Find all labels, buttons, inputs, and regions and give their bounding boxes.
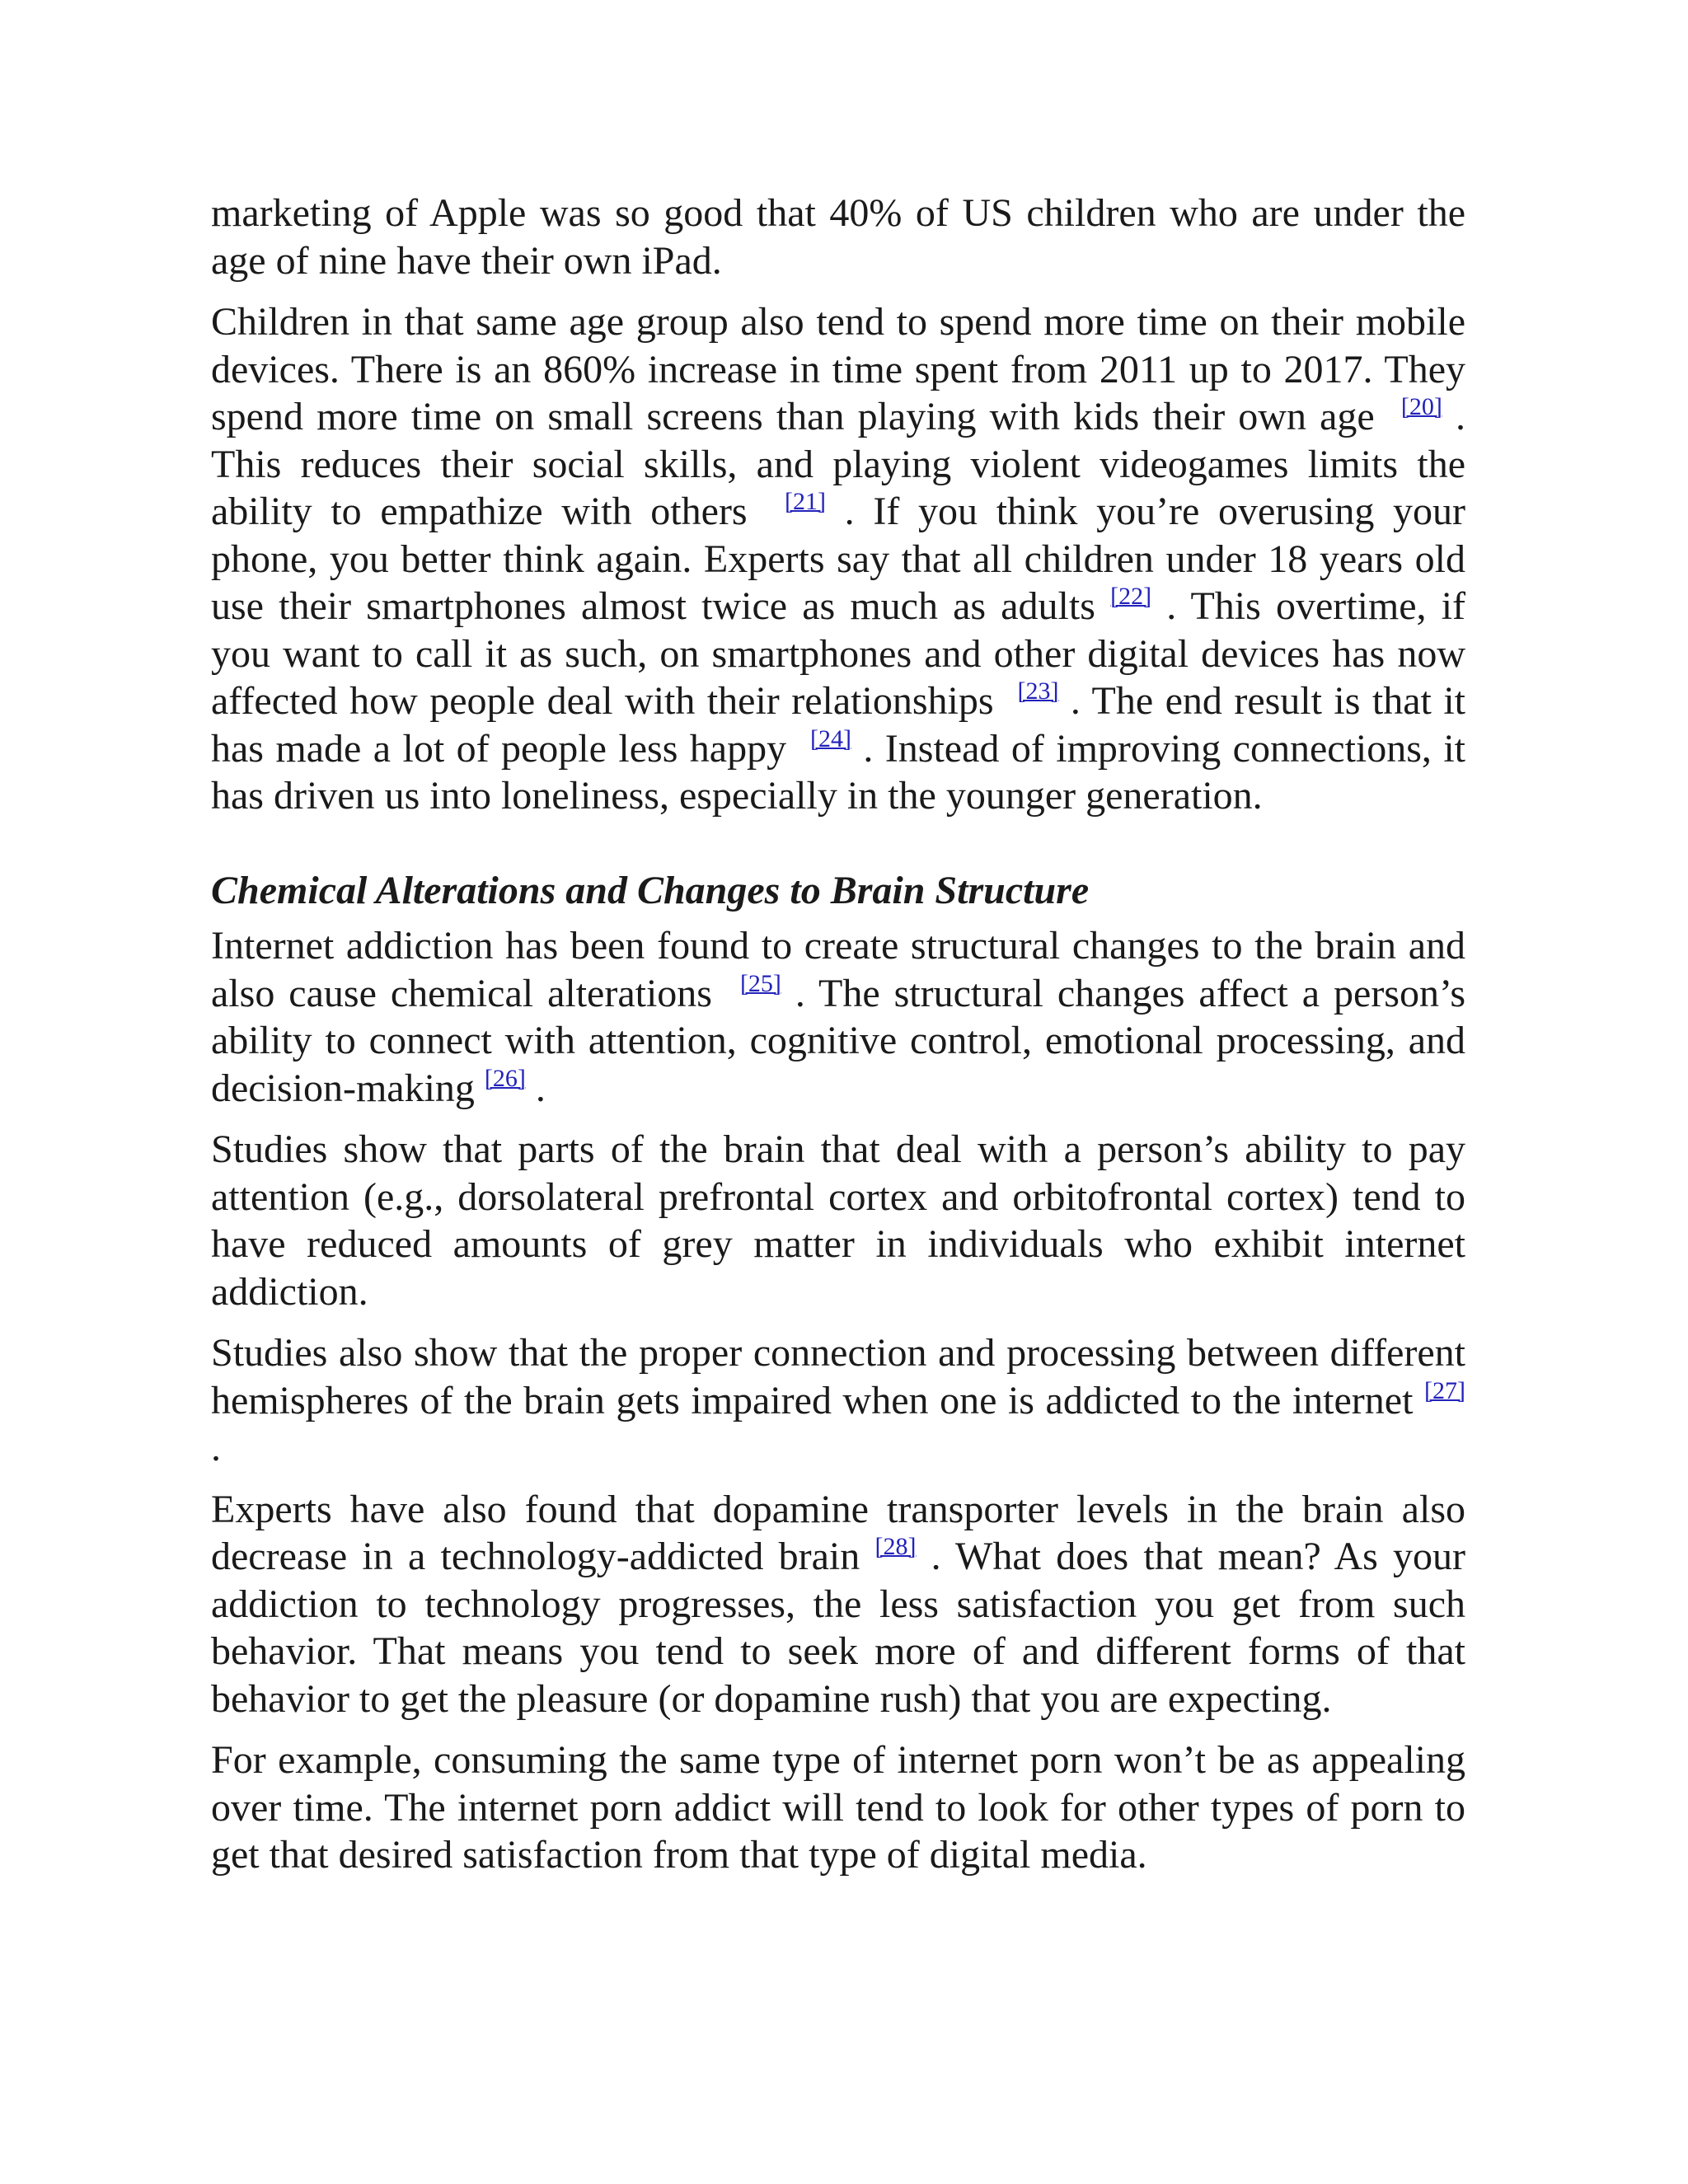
citation-link-21[interactable]: [21] <box>785 488 826 515</box>
paragraph-text: Studies show that parts of the brain that deal with a person’s ability to pay attention (e.g., dorsolateral prefrontal cortex and orbitofrontal cortex) tend to have reduced amounts of grey matter in individuals who exhibit internet addiction. <box>211 1127 1465 1314</box>
citation-link-22[interactable]: [22] <box>1110 583 1152 610</box>
paragraph-apple-marketing <box>211 190 1465 284</box>
citation-link-28[interactable]: [28] <box>874 1533 917 1560</box>
paragraph-text: . This reduces their social skills, and playing violent videogames limits the ability to empathize with others <box>211 395 1465 533</box>
document-page <box>211 190 1465 1893</box>
citation-link-26[interactable]: [26] <box>484 1064 526 1092</box>
paragraph-example <box>211 1736 1465 1879</box>
paragraph-hemispheres <box>211 1329 1465 1472</box>
citation-link-20[interactable]: [20] <box>1400 393 1442 420</box>
paragraph-structural-changes <box>211 922 1465 1112</box>
citation-link-24[interactable]: [24] <box>809 724 851 752</box>
paragraph-text: Experts have also found that dopamine transporter levels in the brain also decrease in a technology-addicted brain <box>211 1487 1465 1578</box>
paragraph-text: . Instead of improving connections, it has driven us into loneliness, especially in the younger generation. <box>211 726 1466 818</box>
paragraph-text: . <box>525 1066 546 1110</box>
paragraph-text: Internet addiction has been found to create structural changes to the brain and also cause chemical alterations <box>211 924 1465 1015</box>
paragraph-grey-matter <box>211 1126 1465 1315</box>
citation-link-27[interactable]: [27] <box>1424 1376 1465 1404</box>
paragraph-text: . The structural changes affect a person’s ability to connect with attention, cognitive control, emotional processing, and decision-making <box>211 971 1465 1110</box>
paragraph-text: . This overtime, if you want to call it as such, on smartphones and other digital devices has now affected how people deal with their relationships <box>211 584 1466 723</box>
citation-link-23[interactable]: [23] <box>1017 677 1059 705</box>
citation-link-25[interactable]: [25] <box>739 969 781 997</box>
paragraph-text: . The end result is that it has made a lot of people less happy <box>211 679 1466 771</box>
paragraph-text: Studies also show that the proper connection and processing between different hemispheres of the brain gets impaired when one is addicted to the internet <box>211 1331 1465 1422</box>
paragraph-text: . <box>211 1426 221 1469</box>
section-heading: Chemical Alterations and Changes to Brain Structure <box>211 868 1090 912</box>
paragraph-text: . What does that mean? As your addiction to technology progresses, the less satisfaction you get from such behavior. That means you tend to seek more of and different forms of that behavior to get the pleasure (or dopamine rush) that you are expecting. <box>211 1535 1466 1721</box>
paragraph-mobile-usage <box>211 298 1465 820</box>
paragraph-text: For example, consuming the same type of internet porn won’t be as appealing over time. The internet porn addict will tend to look for other types of porn to get that desired satisfaction from that type of digital media. <box>211 1738 1465 1877</box>
paragraph-text: Children in that same age group also tend to spend more time on their mobile devices. There is an 860% increase in time spent from 2011 up to 2017. They spend more time on small screens than playing with kids their own age <box>211 300 1465 438</box>
paragraph-dopamine <box>211 1486 1465 1723</box>
paragraph-text: marketing of Apple was so good that 40% of US children who are under the age of nine have their own iPad. <box>211 191 1465 283</box>
paragraph-text: . If you think you’re overusing your phone, you better think again. Experts say that all children under 18 years old use their smartphones almost twice as much as adults <box>211 490 1466 628</box>
